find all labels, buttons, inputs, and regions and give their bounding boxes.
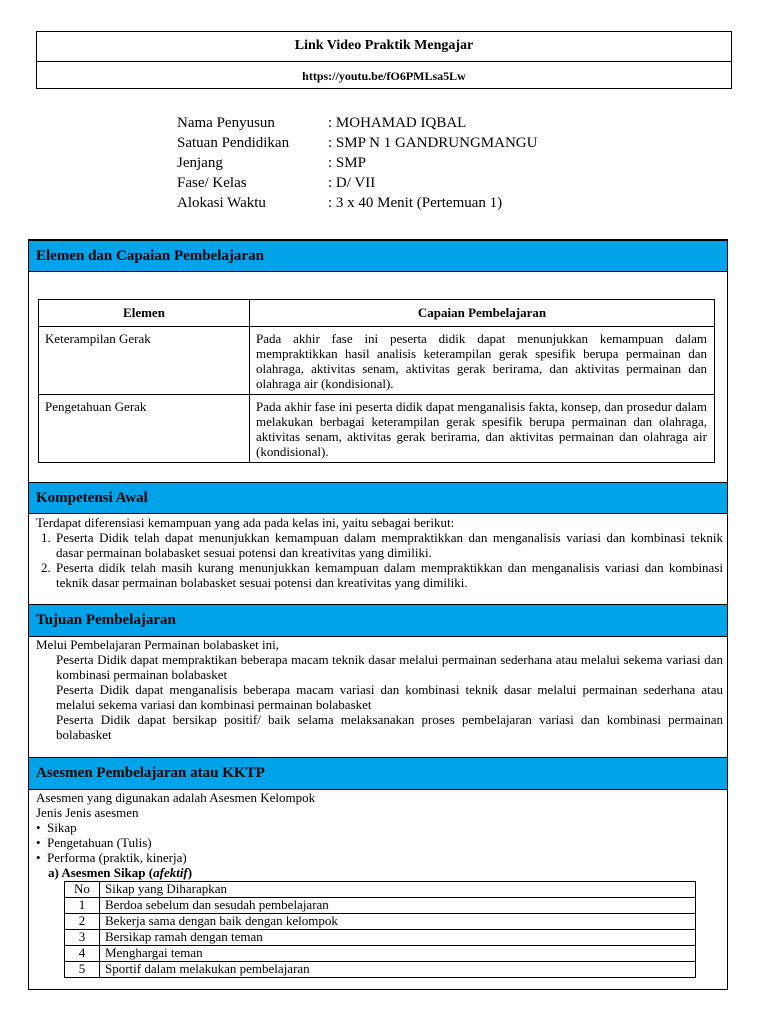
identity-row — [177, 113, 537, 133]
asesmen-line: Jenis Jenis asesmen — [36, 805, 139, 820]
table-row — [65, 946, 696, 962]
identity-row — [177, 173, 537, 193]
table-header-row — [39, 300, 715, 327]
row-number: 2 — [65, 914, 100, 930]
identity-value: : SMP — [328, 155, 366, 171]
table-row — [39, 327, 715, 395]
row-number: 5 — [65, 962, 100, 978]
identity-label: Jenjang — [177, 155, 223, 171]
sikap-cell: Bersikap ramah dengan teman — [100, 930, 696, 946]
subhead-suffix: ) — [187, 865, 193, 880]
list-item: 1. Peserta Didik telah dapat menunjukkan kemampuan dalam mempraktikkan dan menganalisis variasi dan kombinasi teknik dasar permainan bolabasket sesuai potensi dan kreativitas yang dimiliki. — [54, 530, 723, 560]
list-item: • Pengetahuan (Tulis) — [36, 835, 723, 850]
asesmen-line: Asesmen yang digunakan adalah Asesmen Kelompok — [36, 790, 316, 805]
section-header-kompetensi: Kompetensi Awal — [29, 482, 727, 514]
section-header-elemen: Elemen dan Capaian Pembelajaran — [29, 240, 727, 272]
column-header-no: No — [65, 882, 100, 898]
tujuan-item: Peserta Didik dapat mempraktikan beberapa macam teknik dasar melalui permainan sederhana atau melalui sekema variasi dan kombinasi permainan bolabasket — [56, 652, 723, 682]
sikap-cell: Sportif dalam melakukan pembelajaran — [100, 962, 696, 978]
video-link[interactable]: https://youtu.be/fO6PMLsa5Lw — [302, 69, 466, 83]
kompetensi-content — [36, 515, 723, 590]
document-title: Link Video Praktik Mengajar — [37, 32, 731, 62]
subhead-italic: afektif — [153, 865, 188, 880]
column-header-capaian: Capaian Pembelajaran — [250, 300, 715, 327]
kompetensi-list — [36, 530, 723, 590]
capaian-cell: Pada akhir fase ini peserta didik dapat menunjukkan kemampuan dalam mempraktikkan hasil analisis keterampilan gerak spesifik berupa permainan dan olahraga, aktivitas senam, aktivitas gerak berirama, dan aktivitas permainan dan olahraga air (kondisional). — [250, 327, 715, 395]
table-row — [39, 395, 715, 463]
kompetensi-intro: Terdapat diferensiasi kemampuan yang ada pada kelas ini, yaitu sebagai berikut: — [36, 515, 455, 530]
asesmen-content — [36, 790, 723, 880]
sikap-cell: Berdoa sebelum dan sesudah pembelajaran — [100, 898, 696, 914]
identity-value: : 3 x 40 Menit (Pertemuan 1) — [328, 195, 503, 211]
identity-label: Fase/ Kelas — [177, 175, 247, 191]
section-header-asesmen: Asesmen Pembelajaran atau KKTP — [29, 757, 727, 790]
identity-label: Alokasi Waktu — [177, 195, 266, 211]
identity-row — [177, 153, 537, 173]
identity-block — [177, 113, 537, 213]
table-row — [65, 930, 696, 946]
elemen-cell: Keterampilan Gerak — [39, 327, 250, 395]
tujuan-intro: Melui Pembelajaran Permainan bolabasket ini, — [36, 637, 279, 652]
row-number: 1 — [65, 898, 100, 914]
identity-value: : SMP N 1 GANDRUNGMANGU — [328, 135, 538, 151]
tujuan-item: Peserta Didik dapat bersikap positif/ baik selama melaksanakan proses pembelajaran variasi dan kombinasi permainan bolabasket — [56, 712, 723, 742]
subhead-prefix: a) Asesmen Sikap ( — [48, 865, 154, 880]
identity-label: Nama Penyusun — [177, 115, 275, 131]
row-number: 3 — [65, 930, 100, 946]
table-row — [65, 962, 696, 978]
list-item: 2. Peserta didik telah masih kurang menunjukkan kemampuan dalam mempraktikkan dan menganalisis variasi dan kombinasi teknik dasar permainan bolabasket sesuai potensi dan kreativitas yang dimiliki. — [54, 560, 723, 590]
table-row — [65, 898, 696, 914]
table-row — [65, 914, 696, 930]
capaian-cell: Pada akhir fase ini peserta didik dapat menganalisis fakta, konsep, dan prosedur dalam melakukan berbagai keterampilan gerak spesifik berupa permainan dan olahraga, aktivitas senam, aktivitas gerak berirama, dan aktivitas permainan dan olahraga air (kondisional). — [250, 395, 715, 463]
main-frame — [28, 239, 728, 990]
sikap-cell: Bekerja sama dengan baik dengan kelompok — [100, 914, 696, 930]
sikap-cell: Menghargai teman — [100, 946, 696, 962]
identity-value: : MOHAMAD IQBAL — [328, 115, 467, 131]
identity-row — [177, 193, 537, 213]
identity-row — [177, 133, 537, 153]
column-header-sikap: Sikap yang Diharapkan — [100, 882, 696, 898]
header-box — [36, 31, 732, 89]
section-header-tujuan: Tujuan Pembelajaran — [29, 604, 727, 637]
list-item: • Sikap — [36, 820, 723, 835]
row-number: 4 — [65, 946, 100, 962]
tujuan-item: Peserta Didik dapat menganalisis beberapa macam variasi dan kombinasi teknik dasar melalui permainan sederhana atau melalui sekema variasi dan kombinasi permainan bolabasket — [56, 682, 723, 712]
table-header-row — [65, 882, 696, 898]
asesmen-bullet-list — [36, 820, 723, 865]
capaian-table — [38, 299, 715, 463]
identity-label: Satuan Pendidikan — [177, 135, 290, 151]
identity-value: : D/ VII — [328, 175, 376, 191]
elemen-cell: Pengetahuan Gerak — [39, 395, 250, 463]
column-header-elemen: Elemen — [39, 300, 250, 327]
asesmen-sikap-heading — [36, 865, 723, 880]
tujuan-content — [36, 637, 723, 742]
list-item: • Performa (praktik, kinerja) — [36, 850, 723, 865]
sikap-table — [64, 881, 696, 978]
